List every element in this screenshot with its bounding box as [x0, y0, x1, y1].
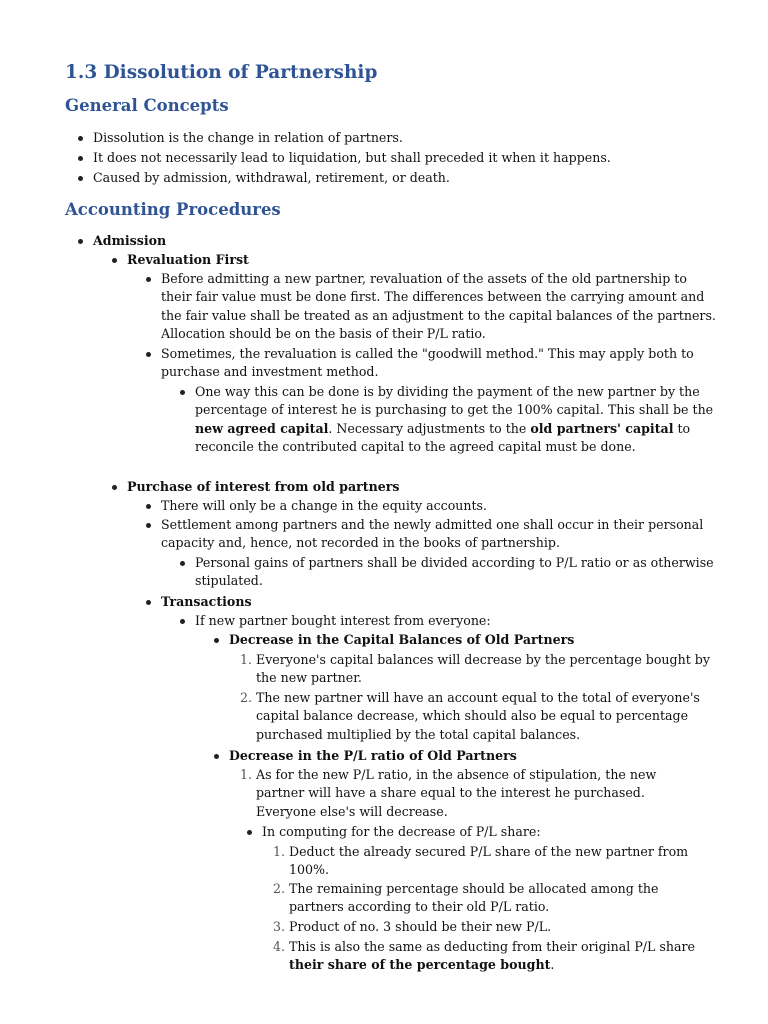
list-number: 1.: [239, 767, 252, 782]
heading-general-concepts: General Concepts: [65, 96, 229, 115]
list-item-transactions: Transactions: [161, 594, 252, 609]
list-number: 3.: [272, 919, 285, 934]
list-item-admission: Admission: [93, 233, 167, 248]
list-item-purchase: Purchase of interest from old partners: [127, 479, 400, 494]
heading-accounting-procedures: Accounting Procedures: [65, 200, 281, 219]
list-number: 2.: [239, 690, 252, 705]
list-number: 2.: [272, 881, 285, 896]
numbered-item: 1. Deduct the already secured P/L share of the new partner from 100%.: [289, 843, 717, 880]
list-item: In computing for the decrease of P/L share:: [262, 824, 541, 839]
list-number: 1.: [272, 844, 285, 859]
list-item: Sometimes, the revaluation is called the "goodwill method." This may apply both to purchase and investment method.: [161, 346, 694, 380]
list-item: If new partner bought interest from everyone:: [195, 613, 491, 628]
list-item: Before admitting a new partner, revaluation of the assets of the old partnership to their fair value must be done first. The differences between the carrying amount and the fair value shall be treated as an adjustment to the capital balances of the partners. Allocation should be on the basis of their P/L ratio.: [161, 271, 716, 342]
list-item: It does not necessarily lead to liquidation, but shall preceded it when it happens.: [93, 150, 611, 165]
numbered-item: 4. This is also the same as deducting from their original P/L share their share of the percentage bought.: [289, 938, 717, 975]
list-item-revaluation: Revaluation First: [127, 252, 249, 267]
page-title: 1.3 Dissolution of Partnership: [65, 62, 378, 83]
list-item: Dissolution is the change in relation of partners.: [93, 130, 403, 145]
numbered-item: 3. Product of no. 3 should be their new P/L.: [289, 918, 717, 936]
list-item: One way this can be done is by dividing the payment of the new partner by the percentage of interest he is purchasing to get the 100% capital. This shall be the new agreed capital. Necessary adjustments to the old partners' capital to reconcile the contributed capital to the agreed capital must be done.: [195, 384, 714, 455]
list-item: Personal gains of partners shall be divided according to P/L ratio or as otherwise stipulated.: [195, 555, 714, 589]
list-item: Settlement among partners and the newly admitted one shall occur in their personal capacity and, hence, not recorded in the books of partnership.: [161, 517, 704, 551]
list-item: Caused by admission, withdrawal, retirement, or death.: [93, 170, 450, 185]
list-number: 1.: [239, 652, 252, 667]
list-number: 4.: [272, 939, 285, 954]
list-item-pl-decrease: Decrease in the P/L ratio of Old Partners: [229, 748, 517, 763]
numbered-item: 2. The remaining percentage should be allocated among the partners according to their old P/L ratio.: [289, 880, 717, 917]
numbered-item: 2. The new partner will have an account equal to the total of everyone's capital balance decrease, which should also be equal to percentage purchased multiplied by the total capital balances.: [256, 689, 717, 744]
numbered-item: 1. Everyone's capital balances will decrease by the percentage bought by the new partner.: [256, 651, 717, 688]
numbered-item: 1. As for the new P/L ratio, in the absence of stipulation, the new partner will have a share equal to the interest he purchased. Everyone else's will decrease.: [256, 766, 700, 821]
list-item: There will only be a change in the equity accounts.: [161, 498, 488, 513]
list-item-capital-decrease: Decrease in the Capital Balances of Old Partners: [229, 632, 575, 647]
